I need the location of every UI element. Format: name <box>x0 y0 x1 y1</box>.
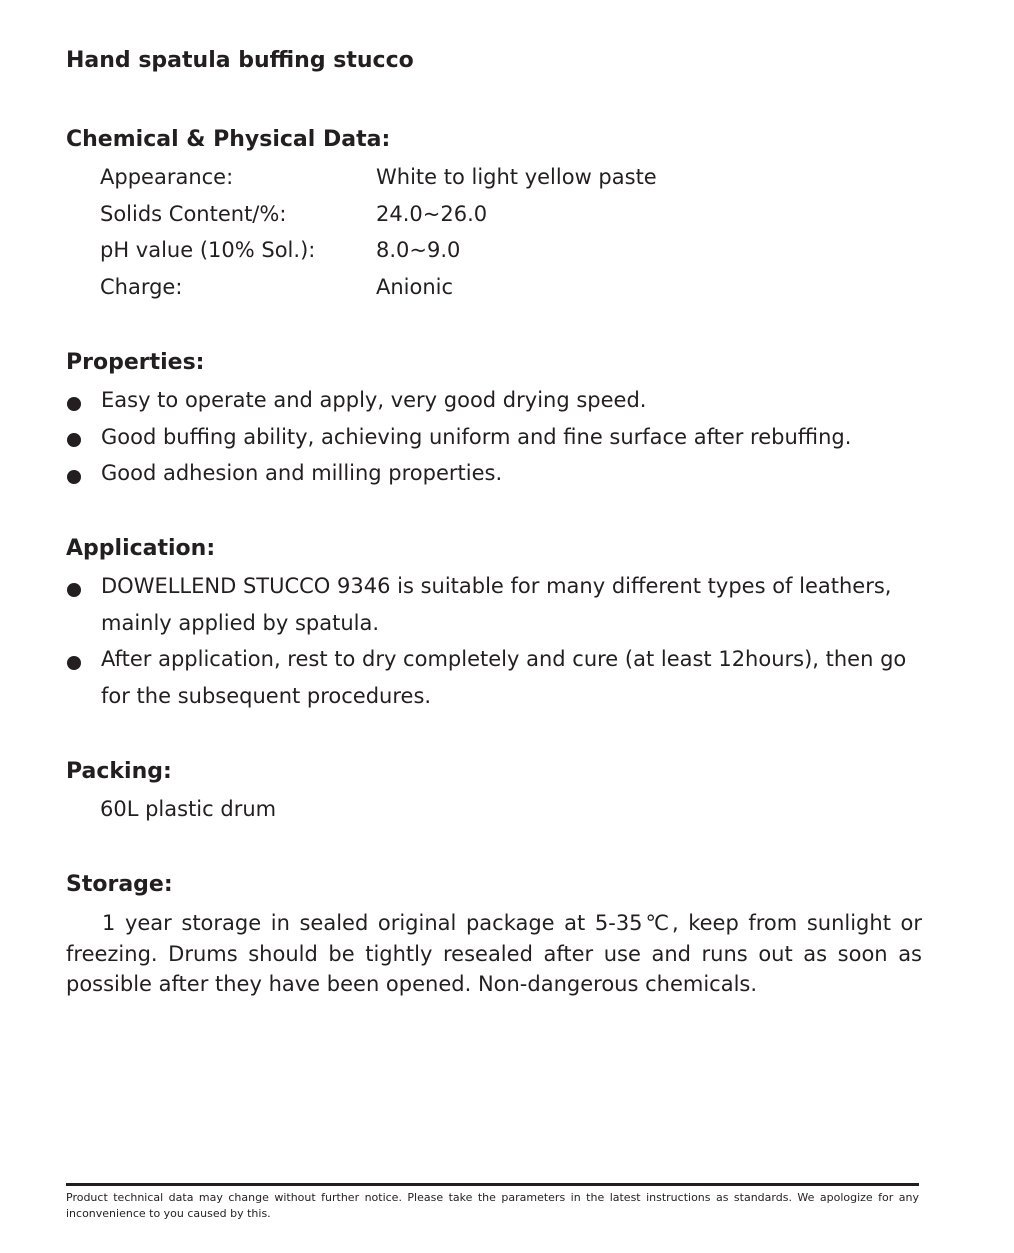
packing-text: 60L plastic drum <box>100 797 277 821</box>
bullet-icon <box>67 397 81 411</box>
application-heading: Application: <box>66 536 216 561</box>
ph-value-value: 8.0~9.0 <box>376 238 461 262</box>
storage-text: 1 year storage in sealed original package at 5-35℃, keep from sunlight or freezing. Drums should be tightly resealed after use and runs out as soon as possible after they have been opened. Non-dangerous chemicals. <box>66 911 922 996</box>
document-title: Hand spatula buffing stucco <box>66 48 414 73</box>
solids-content-value: 24.0~26.0 <box>376 202 488 226</box>
packing-heading: Packing: <box>66 759 172 784</box>
bullet-icon <box>67 470 81 484</box>
charge-label: Charge: <box>100 275 183 299</box>
chemical-data-heading: Chemical & Physical Data: <box>66 127 391 152</box>
bullet-icon <box>67 433 81 447</box>
properties-item: Good adhesion and milling properties. <box>101 461 503 485</box>
application-item-line: for the subsequent procedures. <box>101 684 432 708</box>
appearance-value: White to light yellow paste <box>376 165 657 189</box>
bullet-icon <box>67 656 81 670</box>
footer-divider <box>66 1183 919 1186</box>
properties-item: Good buffing ability, achieving uniform and fine surface after rebuffing. <box>101 425 852 449</box>
application-item-line: DOWELLEND STUCCO 9346 is suitable for many different types of leathers, <box>101 574 892 598</box>
properties-heading: Properties: <box>66 350 205 375</box>
storage-heading: Storage: <box>66 872 173 897</box>
application-item-line: After application, rest to dry completely and cure (at least 12hours), then go <box>101 647 907 671</box>
appearance-label: Appearance: <box>100 165 234 189</box>
bullet-icon <box>67 583 81 597</box>
solids-content-label: Solids Content/%: <box>100 202 287 226</box>
properties-item: Easy to operate and apply, very good drying speed. <box>101 388 647 412</box>
footer-disclaimer: Product technical data may change without further notice. Please take the parameters in the latest instructions as standards. We apologize for any inconvenience to you caused by this. <box>66 1191 919 1220</box>
charge-value: Anionic <box>376 275 454 299</box>
application-item-line: mainly applied by spatula. <box>101 611 380 635</box>
ph-value-label: pH value (10% Sol.): <box>100 238 316 262</box>
